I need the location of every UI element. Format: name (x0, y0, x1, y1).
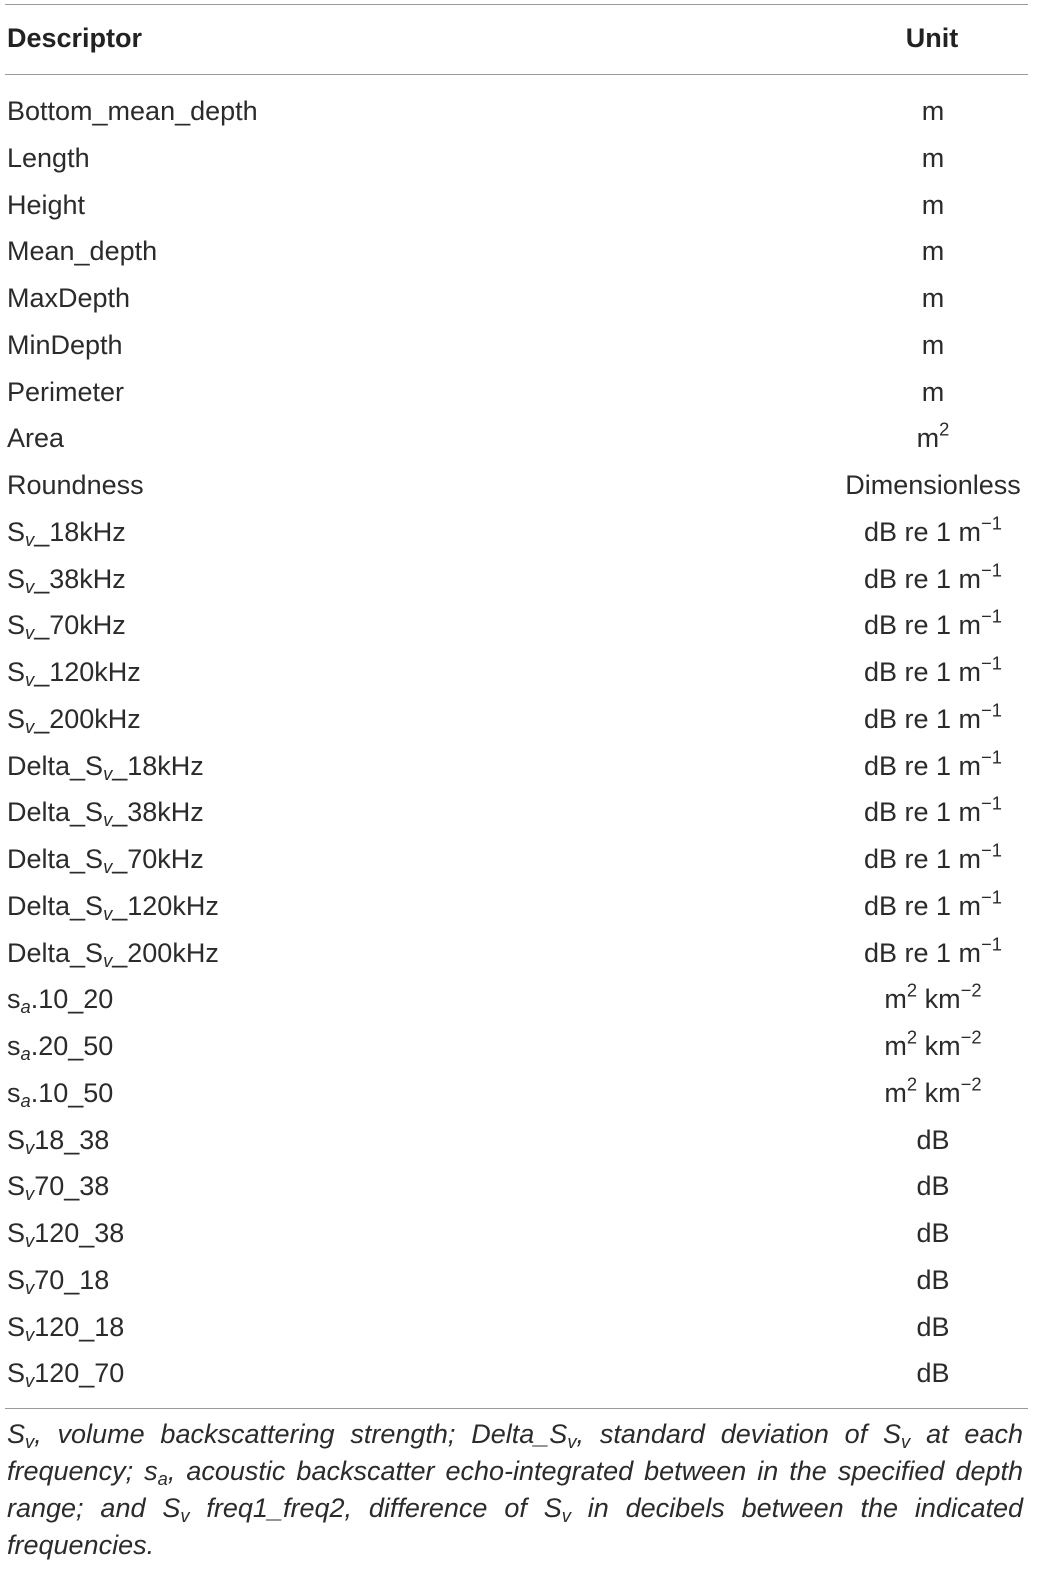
descriptor-subscript: a (20, 1043, 31, 1065)
descriptor-text: Height (7, 189, 86, 220)
descriptor-text-suffix: 120_70 (34, 1358, 125, 1389)
unit-superscript: −1 (981, 792, 1002, 814)
descriptor-cell (7, 1210, 124, 1257)
descriptor-subscript: v (25, 528, 35, 550)
descriptor-text: s (7, 1077, 21, 1108)
unit-text-suffix: km (917, 1031, 961, 1061)
unit-text: dB re 1 m (864, 937, 982, 968)
table-top-rule (5, 4, 1028, 5)
descriptor-text: Mean_depth (7, 236, 158, 267)
descriptor-text: s (7, 984, 21, 1015)
descriptor-cell (7, 789, 204, 836)
descriptor-text: Delta_S (7, 844, 104, 874)
descriptor-cell (7, 649, 141, 696)
table-row (0, 1070, 1033, 1117)
descriptor-cell (7, 509, 126, 556)
descriptor-cell (7, 1070, 113, 1117)
footnote-subscript: v (567, 1431, 577, 1453)
unit-cell (838, 369, 1028, 416)
unit-superscript: −1 (981, 746, 1002, 768)
table-row (0, 1117, 1033, 1164)
unit-cell (838, 789, 1028, 836)
unit-text: dB (916, 1124, 950, 1155)
table-row (0, 462, 1033, 509)
descriptor-cell (7, 556, 126, 603)
header-unit: Unit (905, 23, 959, 53)
table-body (0, 88, 1033, 1397)
descriptor-cell (7, 836, 204, 883)
unit-text: dB re 1 m (864, 703, 982, 734)
descriptor-subscript: v (103, 809, 113, 831)
unit-text: dB re 1 m (864, 610, 982, 641)
descriptor-cell (7, 182, 85, 229)
descriptor-text: Delta_S (7, 890, 104, 921)
descriptor-text-suffix: _18kHz (112, 750, 204, 781)
descriptor-text: S (7, 610, 26, 641)
footnote-text: at each frequency; s (7, 1419, 1023, 1486)
descriptor-text-suffix: _70kHz (34, 610, 126, 641)
descriptor-cell (7, 369, 124, 416)
unit-superscript: −2 (960, 1026, 982, 1048)
descriptor-text: S (7, 1311, 26, 1342)
descriptor-text: Bottom_mean_depth (7, 96, 258, 126)
unit-text: m (921, 376, 945, 407)
unit-text: dB (916, 1311, 950, 1342)
table-row (0, 275, 1033, 322)
descriptor-text-suffix: _38kHz (34, 563, 126, 594)
descriptor-text: S (7, 1124, 26, 1155)
unit-cell (838, 135, 1028, 182)
unit-text: dB re 1 m (864, 657, 982, 687)
descriptor-text: Delta_S (7, 750, 104, 781)
unit-cell (838, 275, 1028, 322)
unit-cell (838, 883, 1028, 930)
descriptor-text-suffix: _120kHz (34, 657, 141, 687)
unit-text: dB re 1 m (864, 750, 982, 781)
footnote-text: in decibels between the indicated frequencies. (7, 1493, 1024, 1560)
unit-text: dB (916, 1171, 950, 1202)
descriptor-subscript: v (25, 1276, 35, 1298)
unit-superscript: −1 (981, 699, 1002, 721)
table-row (0, 930, 1033, 977)
unit-cell (838, 228, 1028, 275)
unit-cell (838, 182, 1028, 229)
descriptor-text-suffix: 120_18 (34, 1311, 125, 1342)
unit-text: m (921, 283, 945, 313)
header-descriptor: Descriptor (7, 23, 143, 53)
unit-cell (838, 322, 1028, 369)
descriptor-cell (7, 1163, 109, 1210)
unit-superscript: 2 (939, 418, 950, 440)
table-row (0, 369, 1033, 416)
unit-cell (838, 602, 1028, 649)
descriptor-subscript: v (103, 902, 113, 924)
unit-cell (838, 509, 1028, 556)
unit-superscript: 2 (906, 1026, 918, 1048)
footnote-subscript: v (561, 1505, 571, 1527)
unit-cell (838, 836, 1028, 883)
unit-superscript: 2 (906, 1073, 918, 1095)
descriptor-text: s (7, 1031, 21, 1061)
unit-cell (838, 88, 1028, 135)
descriptor-text-suffix: 70_38 (34, 1171, 110, 1202)
descriptor-subscript: a (20, 996, 31, 1018)
unit-cell (838, 1163, 1028, 1210)
unit-text: m (921, 189, 945, 220)
unit-text: Dimensionless (845, 470, 1021, 500)
descriptor-subscript: v (25, 575, 35, 597)
descriptor-text-suffix: _18kHz (34, 516, 126, 547)
table-row (0, 415, 1033, 462)
descriptor-text: Area (7, 423, 65, 454)
descriptor-text-suffix: _200kHz (34, 703, 141, 734)
unit-text: m (921, 329, 945, 360)
unit-superscript: −1 (981, 886, 1002, 908)
unit-text-suffix: km (917, 1077, 961, 1108)
descriptor-text: S (7, 1218, 26, 1248)
unit-cell (838, 696, 1028, 743)
descriptor-cell (7, 275, 130, 322)
unit-text: m (921, 142, 945, 173)
unit-text: m (884, 1077, 907, 1108)
table-row (0, 836, 1033, 883)
descriptor-text: MinDepth (7, 329, 123, 360)
unit-text: m (921, 96, 945, 126)
table-header-row (0, 20, 1033, 62)
table-row (0, 602, 1033, 649)
descriptor-subscript: a (20, 1089, 31, 1111)
descriptor-subscript: v (25, 1323, 35, 1345)
descriptor-cell (7, 135, 90, 182)
unit-superscript: −1 (981, 933, 1002, 955)
unit-cell (838, 1070, 1028, 1117)
table-row (0, 556, 1033, 603)
descriptor-text-suffix: _70kHz (112, 844, 204, 874)
descriptor-text: Length (7, 142, 90, 173)
table-row (0, 649, 1033, 696)
unit-superscript: −1 (981, 559, 1002, 581)
descriptor-text: S (7, 657, 26, 687)
footnote-text: , standard deviation of S (576, 1419, 902, 1449)
unit-text: dB re 1 m (864, 844, 982, 874)
footnote-subscript: v (25, 1431, 35, 1453)
unit-text: dB re 1 m (864, 563, 982, 594)
footnote-subscript: v (901, 1431, 911, 1453)
unit-cell (838, 976, 1028, 1023)
descriptor-text: S (7, 1171, 26, 1202)
unit-text: dB (916, 1358, 950, 1389)
table-row (0, 1257, 1033, 1304)
descriptor-subscript: v (25, 669, 35, 691)
table-row (0, 135, 1033, 182)
descriptor-text-suffix: .10_20 (30, 984, 114, 1015)
descriptor-cell (7, 1350, 124, 1397)
descriptor-cell (7, 462, 144, 509)
unit-text: dB (916, 1218, 950, 1248)
table-row (0, 976, 1033, 1023)
unit-cell (838, 649, 1028, 696)
descriptor-cell (7, 1023, 113, 1070)
unit-cell (838, 1210, 1028, 1257)
unit-superscript: −1 (981, 512, 1002, 534)
table-row (0, 883, 1033, 930)
unit-text: m (884, 1031, 907, 1061)
table-row (0, 182, 1033, 229)
unit-text-suffix: km (917, 984, 961, 1015)
descriptor-subscript: v (25, 622, 35, 644)
unit-cell (838, 1304, 1028, 1351)
unit-cell (838, 1117, 1028, 1164)
descriptor-subscript: v (25, 1183, 35, 1205)
descriptor-cell (7, 1257, 109, 1304)
footnote-text: S (7, 1419, 26, 1449)
descriptor-cell (7, 743, 204, 790)
table-row (0, 696, 1033, 743)
descriptor-subscript: v (103, 949, 113, 971)
table-row (0, 743, 1033, 790)
descriptor-text-suffix: 120_38 (34, 1218, 125, 1248)
descriptor-text: S (7, 563, 26, 594)
descriptor-text: S (7, 1358, 26, 1389)
descriptor-cell (7, 930, 219, 977)
descriptor-text-suffix: 70_18 (34, 1264, 110, 1295)
unit-superscript: −1 (981, 839, 1002, 861)
table-row (0, 1163, 1033, 1210)
table-header-rule (5, 74, 1028, 75)
descriptor-cell (7, 1304, 124, 1351)
table-row (0, 509, 1033, 556)
descriptor-cell (7, 696, 141, 743)
descriptor-subscript: v (25, 715, 35, 737)
unit-cell (838, 462, 1028, 509)
descriptor-text: S (7, 1264, 26, 1295)
footnote-subscript: v (180, 1505, 190, 1527)
descriptor-text: Roundness (7, 470, 144, 500)
descriptor-text: Delta_S (7, 937, 104, 968)
descriptor-text: Delta_S (7, 797, 104, 828)
footnote-text: , volume backscattering strength; Delta_S (34, 1419, 568, 1449)
descriptor-cell (7, 415, 64, 462)
table-footnote (7, 1416, 1023, 1564)
unit-cell (838, 1350, 1028, 1397)
table-row (0, 1350, 1033, 1397)
table-bottom-rule (5, 1408, 1028, 1409)
descriptor-text-suffix: 18_38 (34, 1124, 110, 1155)
descriptor-text-suffix: _120kHz (112, 890, 219, 921)
table-row (0, 228, 1033, 275)
descriptor-text: S (7, 703, 26, 734)
unit-cell (838, 556, 1028, 603)
unit-cell (838, 415, 1028, 462)
unit-cell (838, 1257, 1028, 1304)
unit-text: dB re 1 m (864, 797, 982, 828)
unit-cell (838, 930, 1028, 977)
unit-superscript: 2 (906, 979, 918, 1001)
descriptor-cell (7, 883, 219, 930)
descriptor-text-suffix: _200kHz (112, 937, 219, 968)
descriptor-subscript: v (103, 856, 113, 878)
descriptor-cell (7, 88, 258, 135)
table-row (0, 1304, 1033, 1351)
descriptor-text: MaxDepth (7, 283, 131, 313)
descriptor-text: Perimeter (7, 376, 125, 407)
descriptor-text-suffix: .10_50 (30, 1077, 114, 1108)
descriptor-cell (7, 322, 123, 369)
table-row (0, 88, 1033, 135)
descriptor-cell (7, 602, 126, 649)
unit-text: m (921, 236, 945, 267)
unit-superscript: −1 (981, 652, 1002, 674)
unit-cell (838, 743, 1028, 790)
table-row (0, 1023, 1033, 1070)
unit-superscript: −2 (960, 1073, 982, 1095)
table-row (0, 789, 1033, 836)
unit-text: dB re 1 m (864, 890, 982, 921)
unit-text: dB (916, 1264, 950, 1295)
descriptor-subscript: v (25, 1230, 35, 1252)
descriptor-cell (7, 228, 157, 275)
descriptor-cell (7, 1117, 109, 1164)
descriptor-text-suffix: .20_50 (30, 1031, 114, 1061)
table-row (0, 322, 1033, 369)
descriptor-subscript: v (25, 1370, 35, 1392)
unit-superscript: −1 (981, 605, 1002, 627)
unit-text: m (916, 423, 940, 454)
descriptor-subscript: v (25, 1136, 35, 1158)
descriptor-cell (7, 976, 113, 1023)
footnote-text: , acoustic backscatter echo-integrated between in the specified depth range; and S (7, 1456, 1024, 1523)
footnote-text: freq1_freq2, difference of S (189, 1493, 562, 1523)
descriptor-text-suffix: _38kHz (112, 797, 204, 828)
footnote-subscript: a (157, 1468, 168, 1490)
unit-text: dB re 1 m (864, 516, 982, 547)
unit-superscript: −2 (960, 979, 982, 1001)
unit-cell (838, 1023, 1028, 1070)
descriptor-text: S (7, 516, 26, 547)
table-row (0, 1210, 1033, 1257)
unit-text: m (884, 984, 907, 1015)
descriptor-subscript: v (103, 762, 113, 784)
